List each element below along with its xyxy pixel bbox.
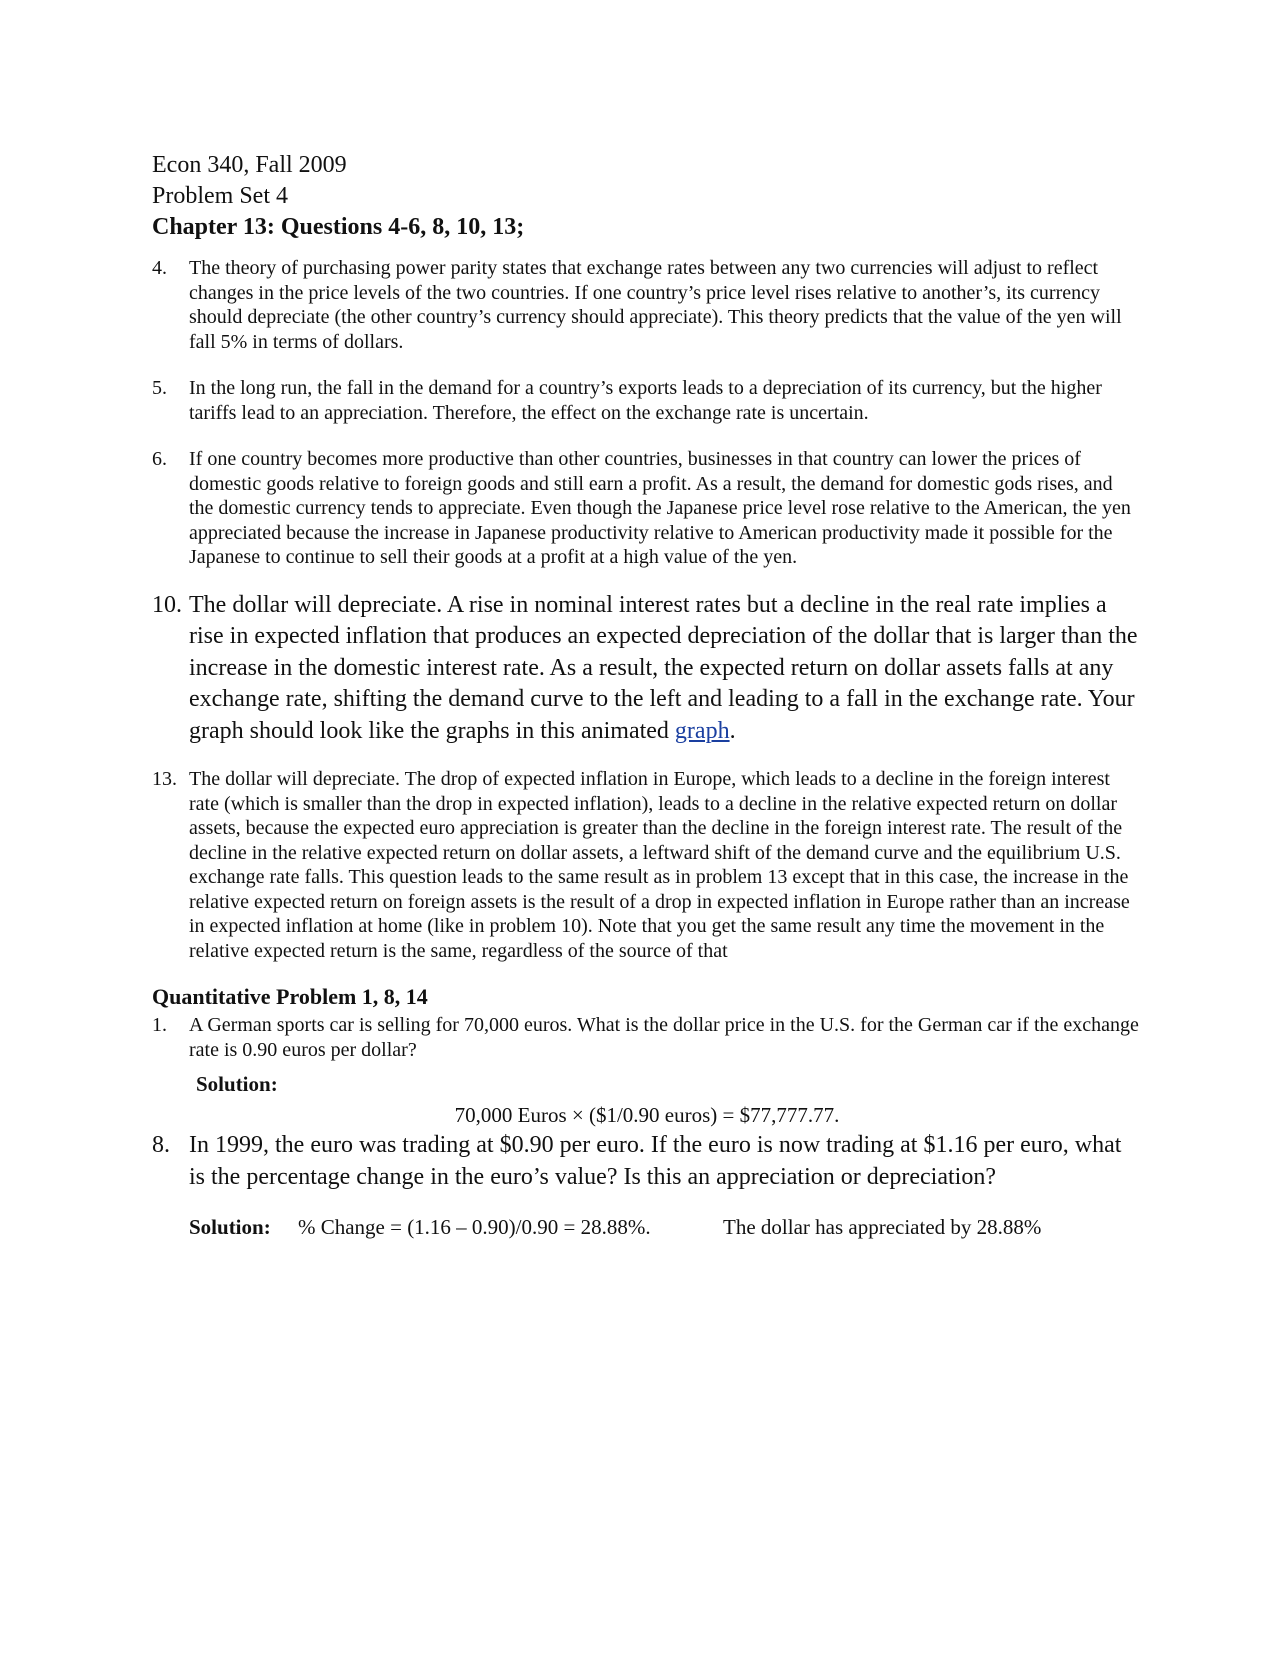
problem-number: 8. bbox=[152, 1132, 170, 1158]
question-5 bbox=[152, 376, 1142, 425]
document-page bbox=[152, 150, 1142, 1243]
question-6 bbox=[152, 447, 1142, 570]
question-number: 4. bbox=[152, 257, 167, 279]
solution-label: Solution: bbox=[189, 1215, 271, 1239]
problem-text: A German sports car is selling for 70,000 euros. What is the dollar price in the U.S. for the German car if the exchange rate is 0.90 euros per dollar? bbox=[189, 1014, 1139, 1061]
question-10 bbox=[152, 590, 1142, 748]
chapter-heading: Chapter 13: Questions 4-6, 8, 10, 13; bbox=[152, 214, 525, 240]
problem-number: 1. bbox=[152, 1014, 167, 1036]
solution-formula: 70,000 Euros × ($1/0.90 euros) = $77,777.77. bbox=[454, 1103, 840, 1127]
course-title: Econ 340, Fall 2009 bbox=[152, 152, 347, 178]
problem-set-title: Problem Set 4 bbox=[152, 183, 288, 209]
question-number: 5. bbox=[152, 377, 167, 399]
question-4 bbox=[152, 256, 1142, 354]
question-body: The dollar will depreciate. A rise in nominal interest rates but a decline in the real rate implies a rise in expected inflation that produces an expected depreciation of the dollar that is larger than the increase in the domestic interest rate. As a result, the expected return on dollar assets falls at any exchange rate, shifting the demand curve to the left and leading to a fall in the exchange rate. Your graph should look like the graphs in this animated bbox=[189, 591, 1138, 744]
document-header bbox=[152, 150, 1142, 243]
question-text: The dollar will depreciate. The drop of expected inflation in Europe, which leads to a decline in the foreign interest rate (which is smaller than the drop in expected inflation), leads to a decline in the relative expected return on dollar assets, because the expected euro appreciation is greater than the decline in the foreign interest rate. The result of the decline in the relative expected return on dollar assets, a leftward shift of the demand curve and the equilibrium U.S. exchange rate falls. This question leads to the same result as in problem 13 except that in this case, the increase in the relative expected return on foreign assets is the result of a drop in expected inflation in Europe rather than an increase in expected inflation at home (like in problem 10). Note that you get the same result any time the movement in the relative expected return is the same, regardless of the source of that bbox=[189, 768, 1130, 962]
quant-problem-1 bbox=[152, 1013, 1142, 1062]
solution-formula: % Change = (1.16 – 0.90)/0.90 = 28.88%. bbox=[297, 1215, 651, 1239]
quant-problem-8 bbox=[152, 1130, 1142, 1193]
question-13 bbox=[152, 767, 1142, 963]
question-number: 6. bbox=[152, 448, 167, 470]
question-text: If one country becomes more productive than other countries, businesses in that country can lower the prices of domestic goods relative to foreign goods and still earn a profit. As a result, the demand for domestic gods rises, and the domestic currency tends to appreciate. Even though the Japanese price level rose relative to the American, the yen appreciated because the increase in Japanese productivity relative to American productivity made it possible for the Japanese to continue to sell their goods at a profit at a high value of the yen. bbox=[189, 448, 1131, 568]
problem-text: In 1999, the euro was trading at $0.90 per euro. If the euro is now trading at $1.16 per euro, what is the percentage change in the euro’s value? Is this an appreciation or depreciation? bbox=[189, 1132, 1122, 1190]
graph-link[interactable]: graph bbox=[674, 717, 730, 744]
question-text: In the long run, the fall in the demand for a country’s exports leads to a depreciation of its currency, but the higher tariffs lead to an appreciation. Therefore, the effect on the exchange rate is uncertain. bbox=[189, 377, 1102, 424]
question-text: The theory of purchasing power parity states that exchange rates between any two currencies will adjust to reflect changes in the price levels of the two countries. If one country’s price level rises relative to another’s, its currency should depreciate (the other country’s currency should appreciate). This theory predicts that the value of the yen will fall 5% in terms of dollars. bbox=[189, 257, 1122, 353]
solution-label: Solution: bbox=[196, 1072, 278, 1096]
question-end: . bbox=[729, 717, 736, 744]
solution-conclusion: The dollar has appreciated by 28.88% bbox=[723, 1215, 1042, 1239]
question-number: 13. bbox=[152, 768, 177, 790]
solution-row bbox=[189, 1215, 1142, 1243]
question-text bbox=[189, 590, 1142, 748]
question-number: 10. bbox=[152, 591, 182, 618]
quantitative-heading: Quantitative Problem 1, 8, 14 bbox=[152, 984, 428, 1009]
